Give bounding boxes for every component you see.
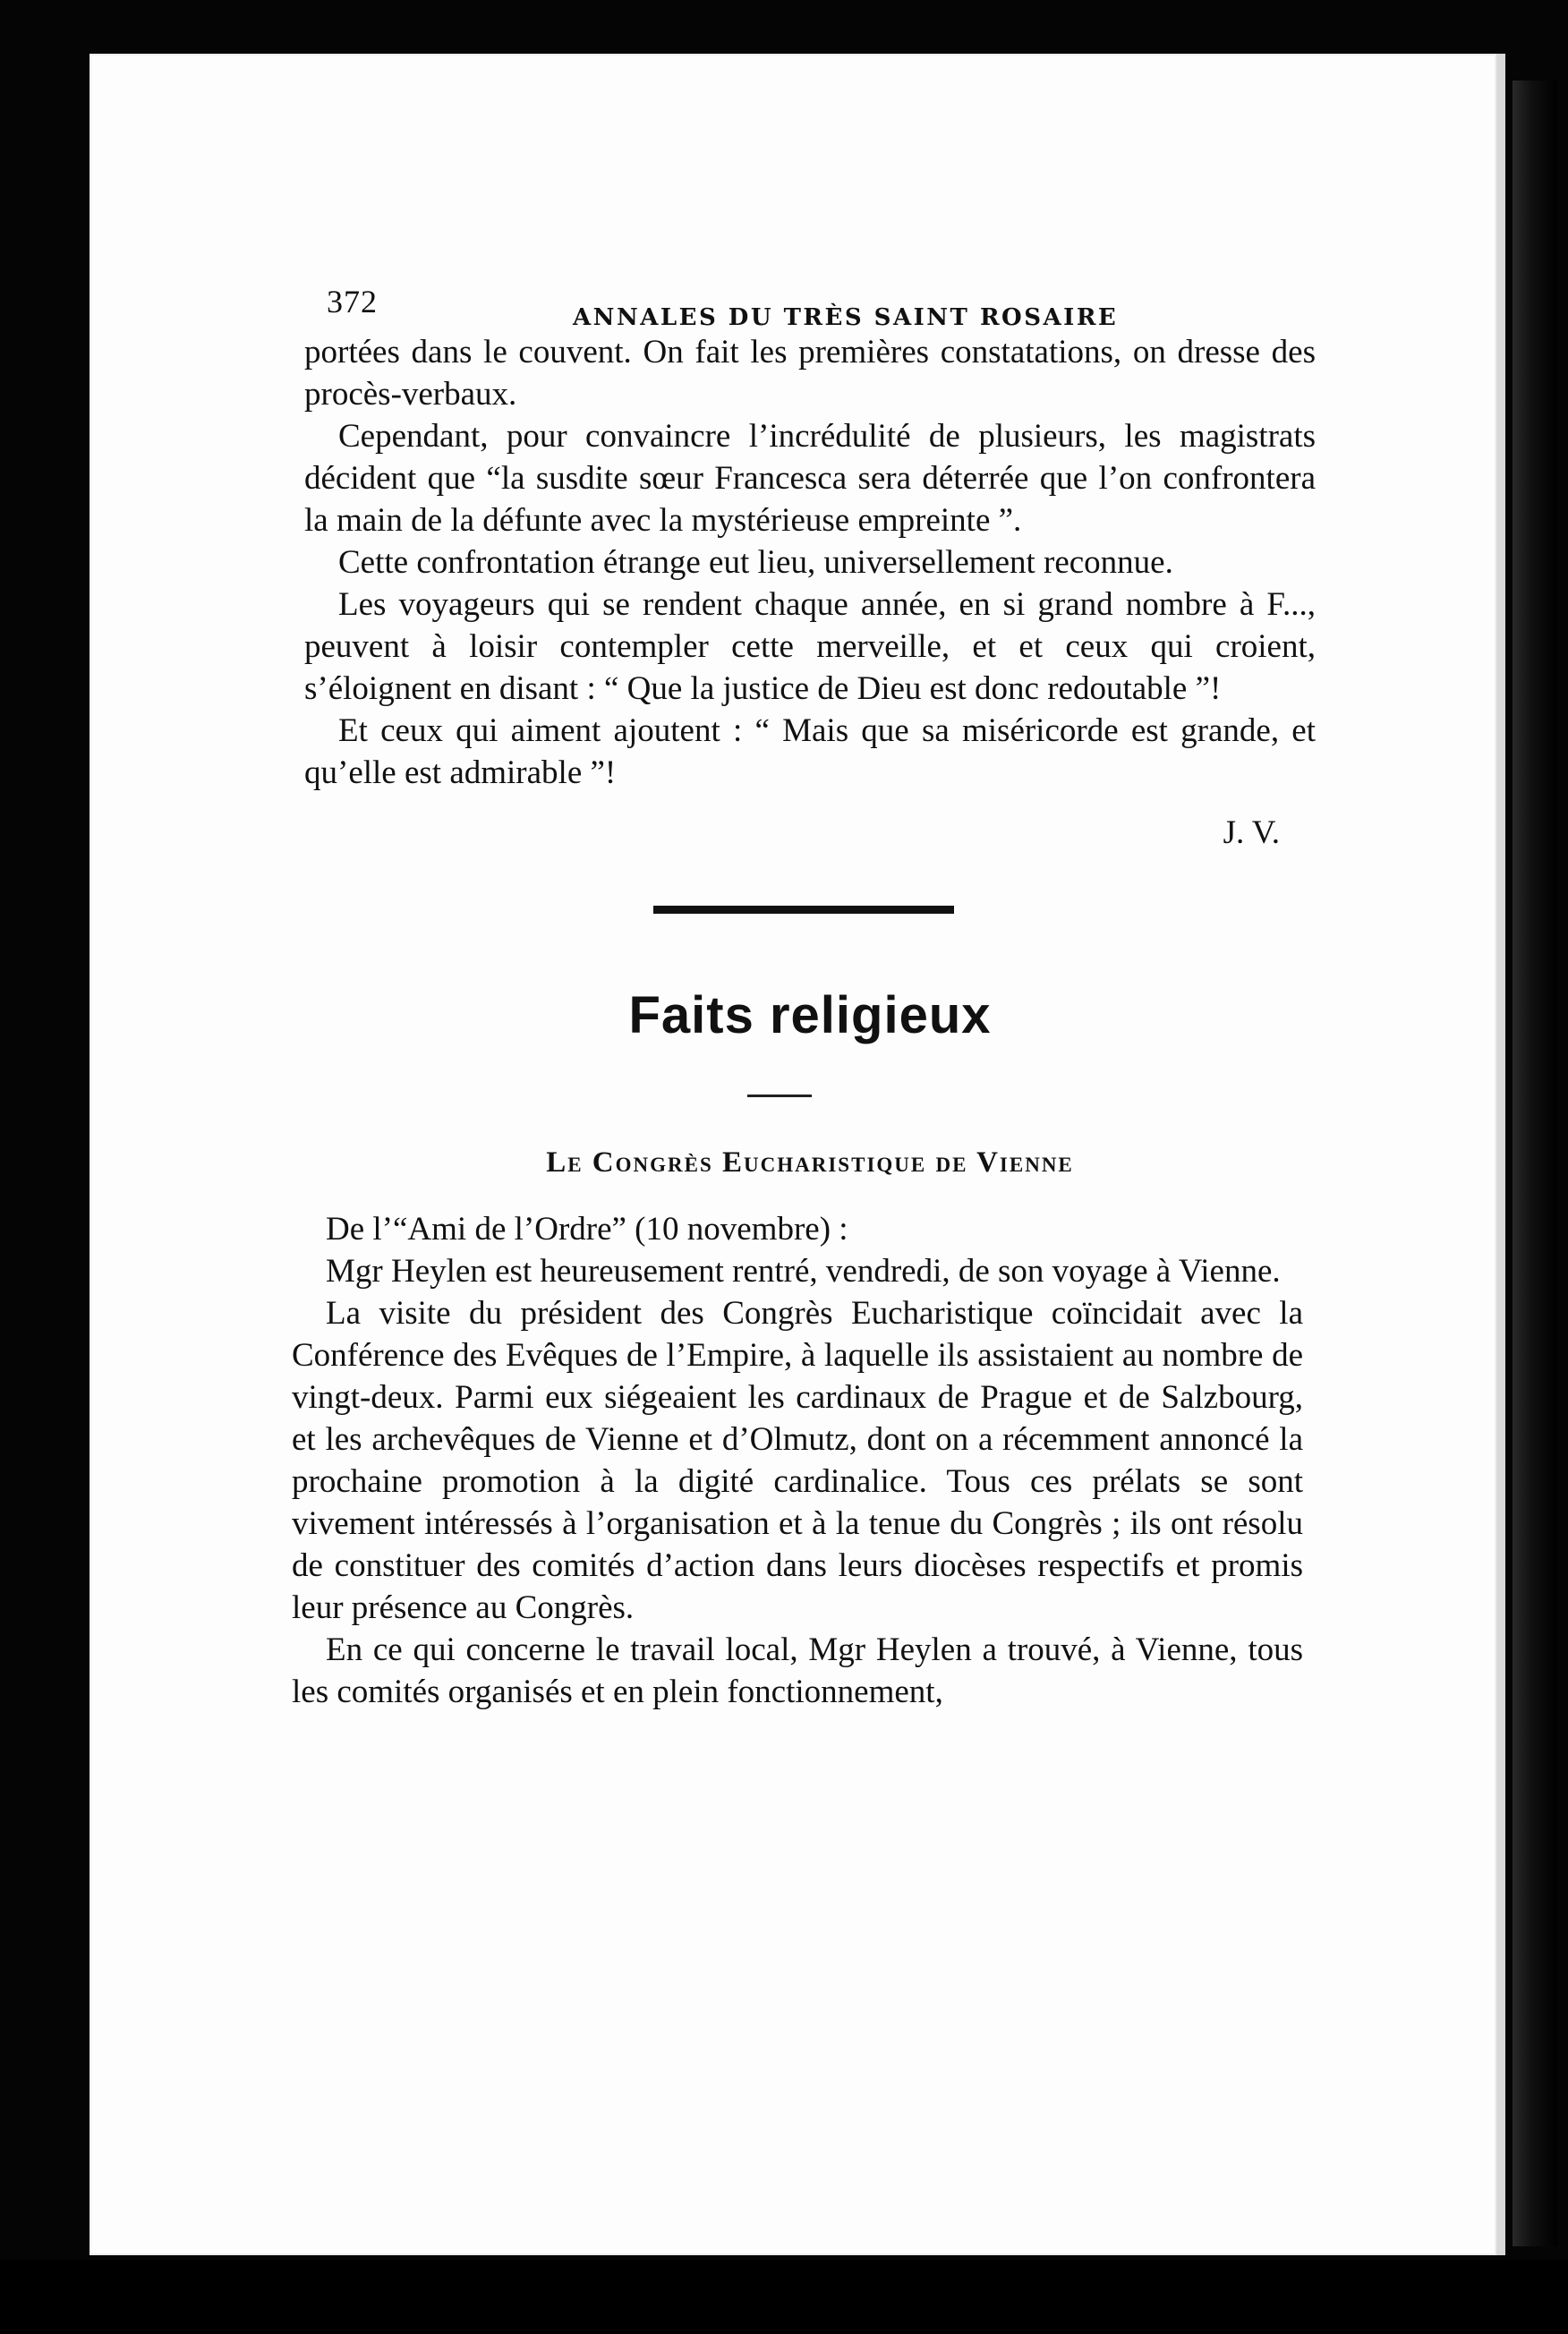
paragraph: Les voyageurs qui se rendent chaque année, en si grand nombre à F..., peuvent à loisir contempler cette merveille, et et ceux qui croient, s’éloignent en disant : “ Que la justice de Dieu est donc redoutable ”!: [304, 586, 1316, 707]
paragraph: Mgr Heylen est heureusement rentré, vendredi, de son voyage à Vienne.: [326, 1253, 1281, 1290]
section-title: Faits religieux: [628, 986, 992, 1044]
book-edge: [1513, 81, 1557, 2246]
scan-bottom-edge: [0, 2260, 1568, 2334]
paragraph: portées dans le couvent. On fait les premières constatations, on dresse des procès-verbaux.: [304, 334, 1316, 413]
paragraph: La visite du président des Congrès Eucharistique coïncidait avec la Conférence des Evêques de l’Empire, à laquelle ils assistaient au nombre de vingt-deux. Parmi eux siégeaient les cardinaux de Prague et de Salzbourg, et les archevêques de Vienne et d’Olmutz, dont on a récemment annoncé la prochaine promotion à la digité cardinalice. Tous ces prélats se sont vivement intéressés à l’organisation et à la tenue du Congrès ; ils ont résolu de constituer des comités d’action dans leurs diocèses respectifs et promis leur présence au Congrès.: [292, 1295, 1303, 1626]
section-divider: [653, 906, 954, 914]
page-number: 372: [327, 284, 378, 319]
intro-text: [304, 331, 1316, 794]
page-header: [304, 268, 1316, 331]
paragraph: Cette confrontation étrange eut lieu, universellement reconnue.: [338, 544, 1173, 581]
running-head: ANNALES DU TRÈS SAINT ROSAIRE: [573, 304, 1119, 331]
paragraph: De l’“Ami de l’Ordre” (10 novembre) :: [326, 1211, 848, 1248]
signature: J. V.: [1223, 814, 1280, 851]
article-text: [292, 1208, 1303, 1713]
paragraph: Et ceux qui aiment ajoutent : “ Mais que sa miséricorde est grande, et qu’elle est admirable ”!: [304, 712, 1316, 791]
title-underline: [747, 1095, 812, 1097]
paragraph: En ce qui concerne le travail local, Mgr Heylen a trouvé, à Vienne, tous les comités organisés et en plein fonctionnement,: [292, 1631, 1303, 1710]
paragraph: Cependant, pour convaincre l’incrédulité de plusieurs, les magistrats décident que “la susdite sœur Francesca sera déterrée que l’on confrontera la main de la défunte avec la mystérieuse empreinte ”.: [304, 418, 1316, 539]
subsection-title: Le Congrès Eucharistique de Vienne: [546, 1146, 1074, 1179]
page-content: [292, 268, 1316, 1713]
